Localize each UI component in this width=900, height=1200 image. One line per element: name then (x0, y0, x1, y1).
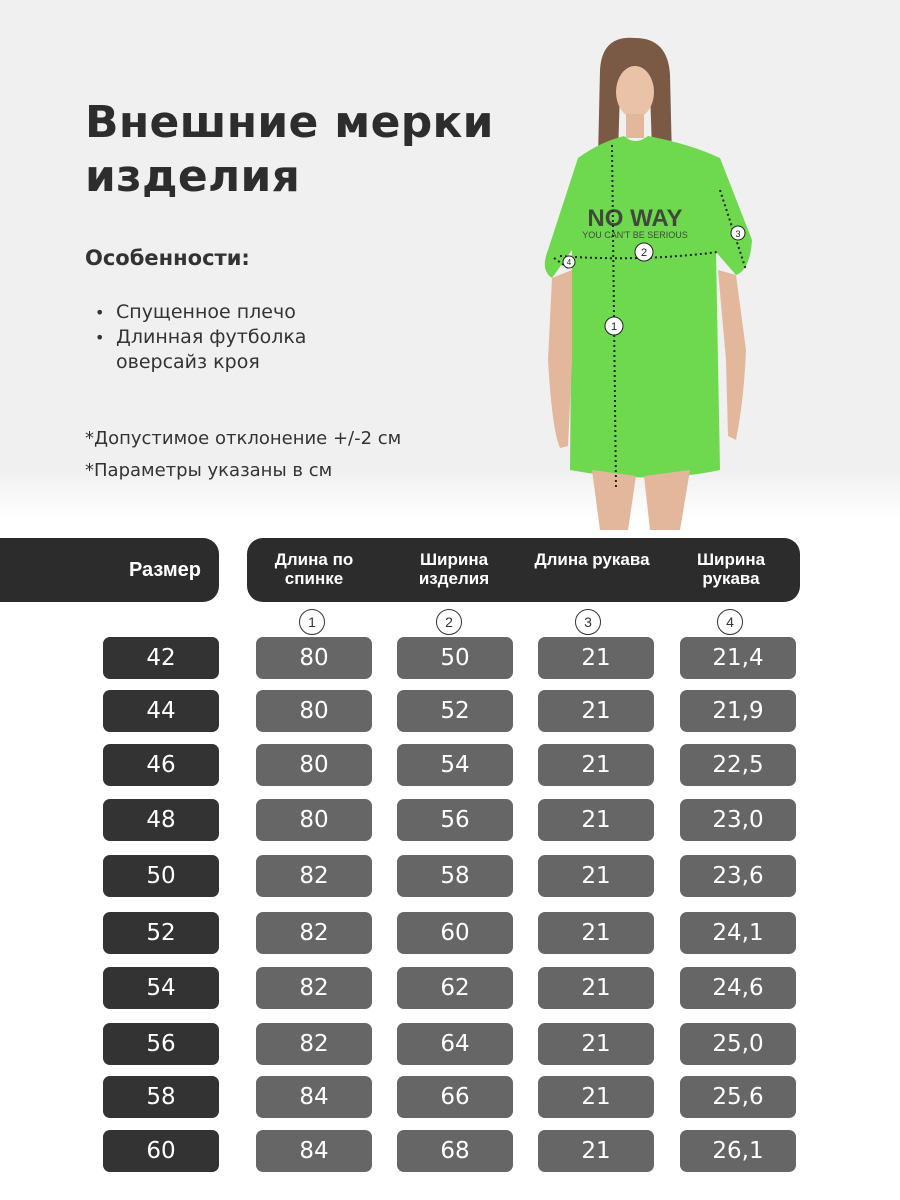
tshirt-shape (545, 136, 752, 478)
sleeve-width-cell: 26,1 (680, 1130, 796, 1172)
size-cell: 42 (103, 637, 219, 679)
product-width-cell: 56 (397, 799, 513, 841)
neck-shape (626, 114, 644, 138)
model-illustration (540, 30, 770, 530)
sleeve-length-cell: 21 (538, 855, 654, 897)
column-marker-3: 3 (575, 609, 601, 635)
features-list (95, 300, 345, 375)
marker-3 (731, 226, 745, 240)
size-cell: 58 (103, 1076, 219, 1118)
right-leg-shape (644, 470, 690, 530)
sleeve-width-cell: 25,0 (680, 1023, 796, 1065)
size-cell: 44 (103, 690, 219, 732)
back-length-cell: 80 (256, 637, 372, 679)
size-cell: 54 (103, 967, 219, 1009)
units-note: *Параметры указаны в см (85, 460, 333, 481)
size-cell: 48 (103, 799, 219, 841)
sleeve-length-cell: 21 (538, 1130, 654, 1172)
sleeve-length-cell: 21 (538, 637, 654, 679)
sleeve-length-cell: 21 (538, 799, 654, 841)
feature-item: • Спущенное плечо (95, 300, 335, 325)
sleeve-width-cell: 23,6 (680, 855, 796, 897)
marker-1 (605, 317, 623, 335)
marker-4 (563, 256, 575, 268)
sleeve-length-cell: 21 (538, 1023, 654, 1065)
marker-2 (635, 243, 653, 261)
back-length-cell: 80 (256, 690, 372, 732)
size-cell: 46 (103, 744, 219, 786)
back-length-cell: 80 (256, 744, 372, 786)
product-width-cell: 64 (397, 1023, 513, 1065)
marker-1-label: 1 (610, 321, 618, 333)
left-arm-shape (548, 270, 572, 448)
column-header-back-length: Длина по спинке (274, 550, 354, 588)
model-figure-svg (540, 30, 770, 530)
sleeve-width-cell: 21,4 (680, 637, 796, 679)
size-cell: 60 (103, 1130, 219, 1172)
table-row (0, 637, 900, 679)
column-marker-2: 2 (436, 609, 462, 635)
product-width-cell: 66 (397, 1076, 513, 1118)
back-length-cell: 82 (256, 912, 372, 954)
sleeve-width-cell: 24,6 (680, 967, 796, 1009)
column-header-sleeve-width: Ширина рукава (696, 550, 766, 588)
size-column-header: Размер (0, 538, 219, 602)
sleeve-width-cell: 25,6 (680, 1076, 796, 1118)
table-row (0, 967, 900, 1009)
tolerance-note: *Допустимое отклонение +/-2 см (85, 428, 402, 449)
sleeve-width-cell: 24,1 (680, 912, 796, 954)
shirt-print-sub: YOU CAN'T BE SERIOUS (582, 230, 688, 240)
product-width-cell: 50 (397, 637, 513, 679)
product-width-cell: 54 (397, 744, 513, 786)
table-row (0, 1023, 900, 1065)
sleeve-width-cell: 23,0 (680, 799, 796, 841)
sleeve-length-cell: 21 (538, 967, 654, 1009)
size-cell: 50 (103, 855, 219, 897)
table-row (0, 1130, 900, 1172)
back-length-cell: 84 (256, 1130, 372, 1172)
marker-2-label: 2 (640, 247, 648, 259)
product-width-cell: 60 (397, 912, 513, 954)
size-cell: 52 (103, 912, 219, 954)
sleeve-length-cell: 21 (538, 690, 654, 732)
table-row (0, 799, 900, 841)
page-title: Внешние мерки изделия (85, 97, 494, 202)
marker-3-label: 3 (735, 229, 741, 239)
right-arm-shape (718, 270, 746, 440)
column-header-product-width: Ширина изделия (418, 550, 490, 588)
shirt-print-main: NO WAY (587, 205, 683, 232)
table-row (0, 744, 900, 786)
sleeve-length-cell: 21 (538, 1076, 654, 1118)
column-header-sleeve-length: Длина рукава (534, 550, 650, 569)
sleeve-length-cell: 21 (538, 744, 654, 786)
product-width-cell: 62 (397, 967, 513, 1009)
table-row (0, 1076, 900, 1118)
marker-4-label: 4 (566, 258, 572, 267)
features-heading: Особенности: (85, 246, 250, 270)
face-shape (616, 66, 654, 118)
column-marker-1: 1 (299, 609, 325, 635)
product-width-cell: 52 (397, 690, 513, 732)
back-length-cell: 84 (256, 1076, 372, 1118)
back-length-cell: 80 (256, 799, 372, 841)
product-width-cell: 68 (397, 1130, 513, 1172)
sleeve-width-cell: 22,5 (680, 744, 796, 786)
table-row (0, 855, 900, 897)
back-length-cell: 82 (256, 1023, 372, 1065)
table-row (0, 690, 900, 732)
size-cell: 56 (103, 1023, 219, 1065)
feature-item: • Длинная футболка оверсайз кроя (95, 325, 345, 375)
product-width-cell: 58 (397, 855, 513, 897)
sleeve-length-cell: 21 (538, 912, 654, 954)
back-length-cell: 82 (256, 967, 372, 1009)
back-length-cell: 82 (256, 855, 372, 897)
column-marker-4: 4 (717, 609, 743, 635)
sleeve-width-cell: 21,9 (680, 690, 796, 732)
left-leg-shape (592, 470, 636, 530)
table-row (0, 912, 900, 954)
